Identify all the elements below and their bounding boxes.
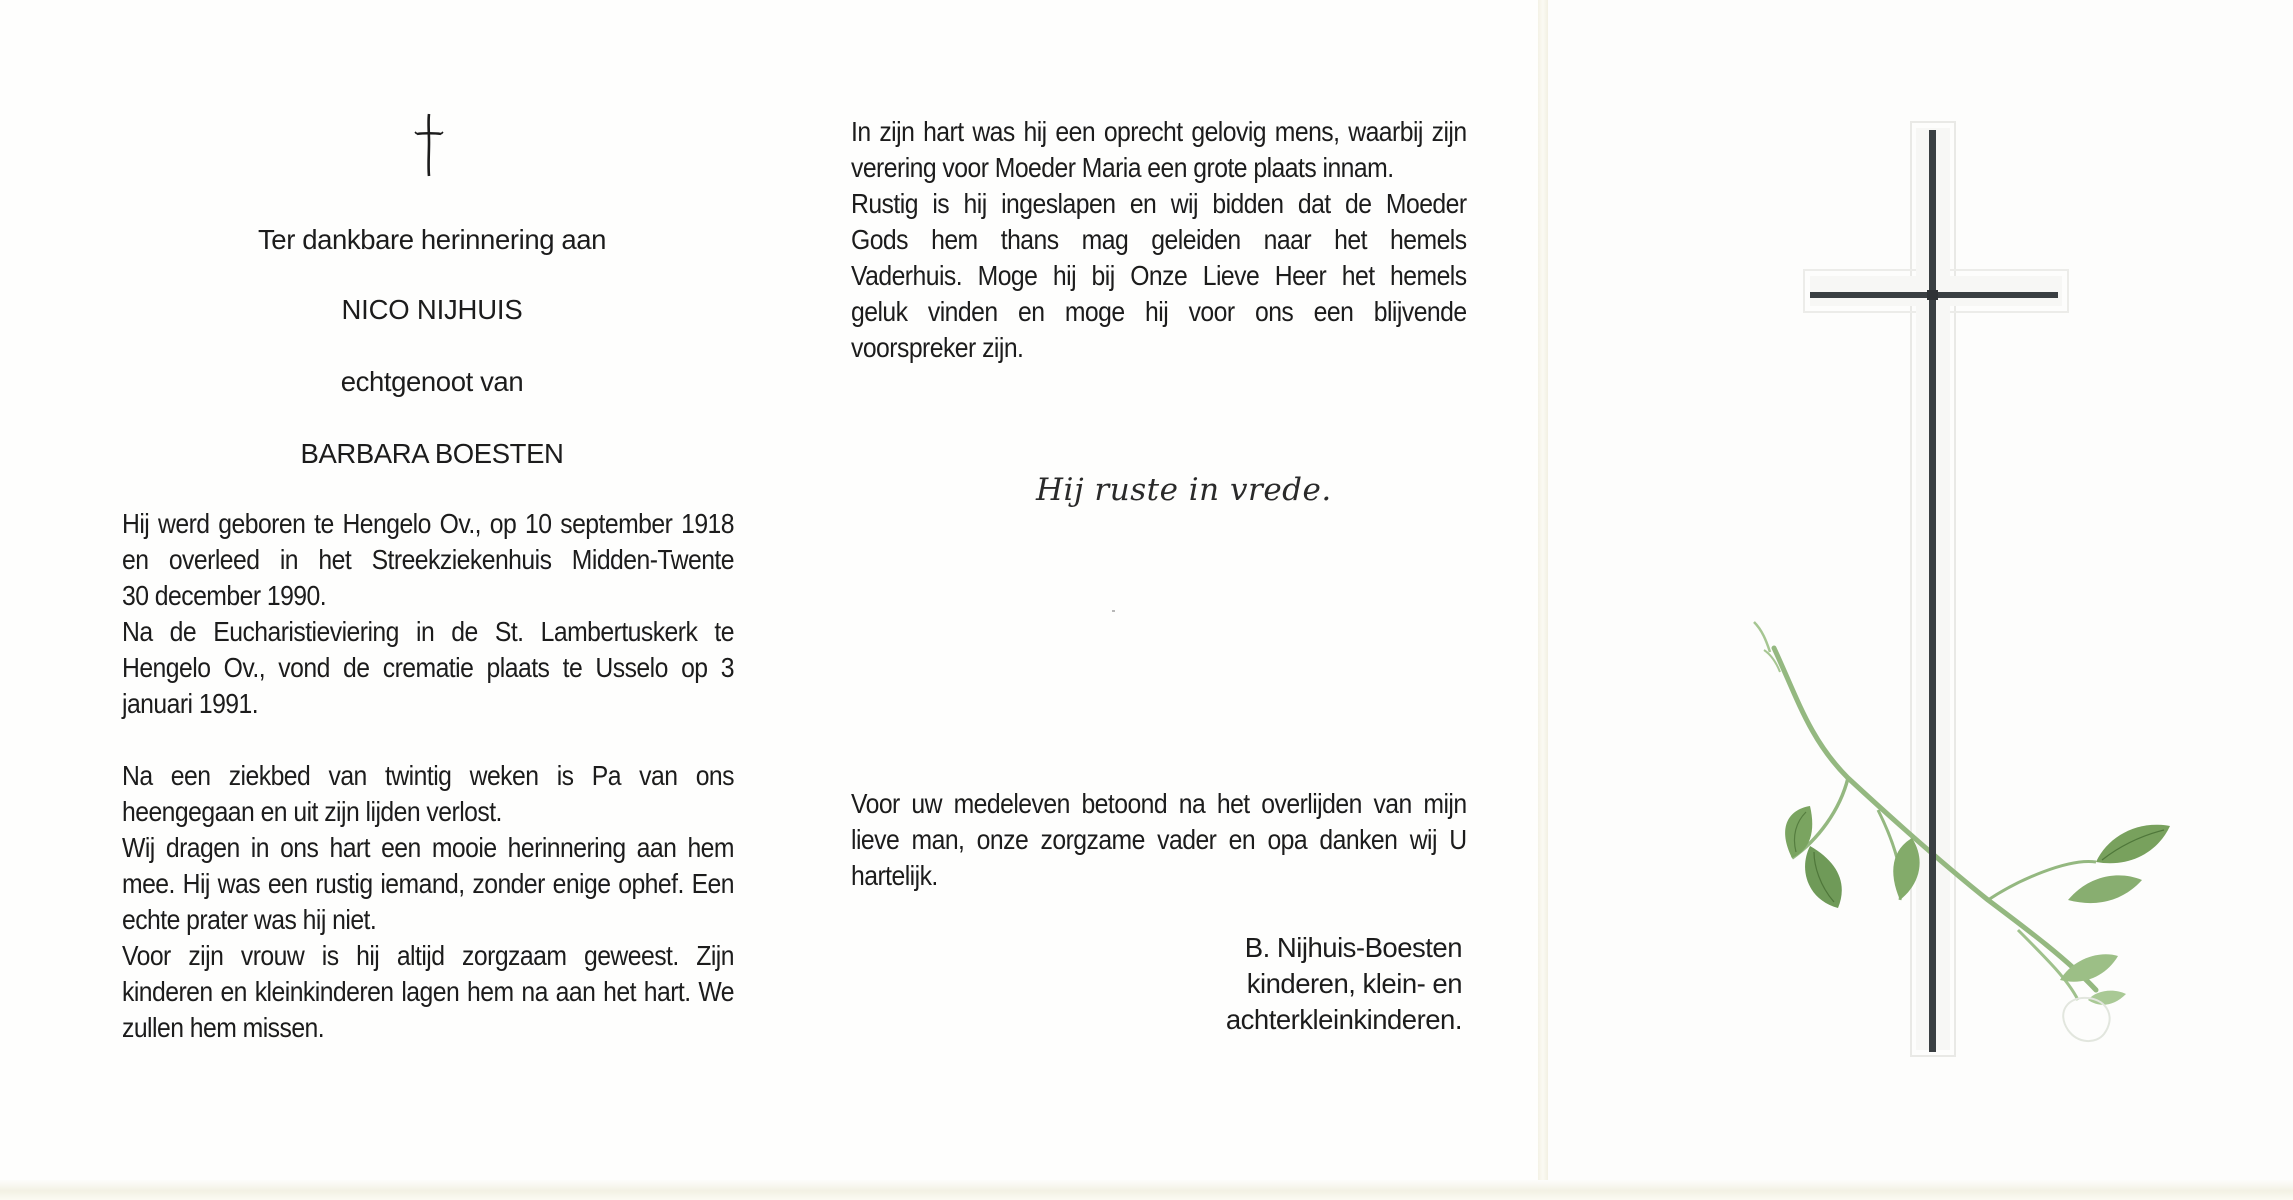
dedication-line: Ter dankbare herinnering aan — [257, 224, 607, 255]
small-cross-icon — [414, 112, 444, 178]
faith-line: In zijn hart was hij een oprecht gelovig mens, waarbij zijn — [851, 116, 1467, 147]
spouse-name: BARBARA BOESTEN — [300, 438, 564, 469]
signature-line: B. Nijhuis-Boesten — [1244, 932, 1462, 963]
thanks-paragraph — [851, 786, 1467, 894]
memory-line: mee. Hij was een rustig iemand, zonder enige ophef. Een — [122, 868, 734, 899]
faith-line: Vaderhuis. Moge hij bij Onze Lieve Heer het hemels — [851, 260, 1467, 291]
bio-line: Hengelo Ov., vond de crematie plaats te Usselo op 3 — [122, 652, 734, 683]
deceased-name: NICO NIJHUIS — [341, 294, 523, 325]
signature — [1100, 930, 1462, 1038]
bio-line: en overleed in het Streekziekenhuis Midden-Twente — [122, 544, 734, 575]
bio-line: Hij werd geboren te Hengelo Ov., op 10 september 1918 — [122, 508, 734, 539]
signature-line: kinderen, klein- en — [1246, 968, 1462, 999]
closing-phrase: Hij ruste in vrede. — [1036, 472, 1332, 508]
thanks-line: lieve man, onze zorgzame vader en opa danken wij U — [851, 824, 1467, 855]
memory-line: echte prater was hij niet. — [122, 904, 377, 935]
faith-paragraph — [851, 114, 1467, 366]
memory-line: zullen hem missen. — [122, 1012, 325, 1043]
memory-line: Na een ziekbed van twintig weken is Pa van ons — [122, 760, 734, 791]
paper-speck — [1112, 610, 1115, 612]
relation-line: echtgenoot van — [340, 366, 524, 397]
bio-line: januari 1991. — [122, 688, 259, 719]
memory-line: Voor zijn vrouw is hij altijd zorgzaam geweest. Zijn — [122, 940, 734, 971]
bio-line: 30 december 1990. — [122, 580, 327, 611]
cross-with-rose-branch-icon — [1548, 0, 2293, 1192]
thanks-line: Voor uw medeleven betoond na het overlijden van mijn — [851, 788, 1467, 819]
faith-line: geluk vinden en moge hij voor ons een blijvende — [851, 296, 1467, 327]
memory-line: kinderen en kleinkinderen lagen hem na aan het hart. We — [122, 976, 734, 1007]
faith-line: verering voor Moeder Maria een grote plaats innam. — [851, 152, 1394, 183]
faith-line: Rustig is hij ingeslapen en wij bidden dat de Moeder — [851, 188, 1467, 219]
memory-paragraph — [122, 758, 734, 1046]
thanks-line: hartelijk. — [851, 860, 938, 891]
memory-line: Wij dragen in ons hart een mooie herinnering aan hem — [122, 832, 734, 863]
faith-line: voorspreker zijn. — [851, 332, 1024, 363]
signature-line: achterkleinkinderen. — [1225, 1004, 1462, 1035]
bio-paragraph — [122, 506, 734, 722]
bio-line: Na de Eucharistieviering in de St. Lambertuskerk te — [122, 616, 734, 647]
faith-line: Gods hem thans mag geleiden naar het hemels — [851, 224, 1467, 255]
card-fold — [1538, 0, 1548, 1192]
memory-line: heengegaan en uit zijn lijden verlost. — [122, 796, 502, 827]
